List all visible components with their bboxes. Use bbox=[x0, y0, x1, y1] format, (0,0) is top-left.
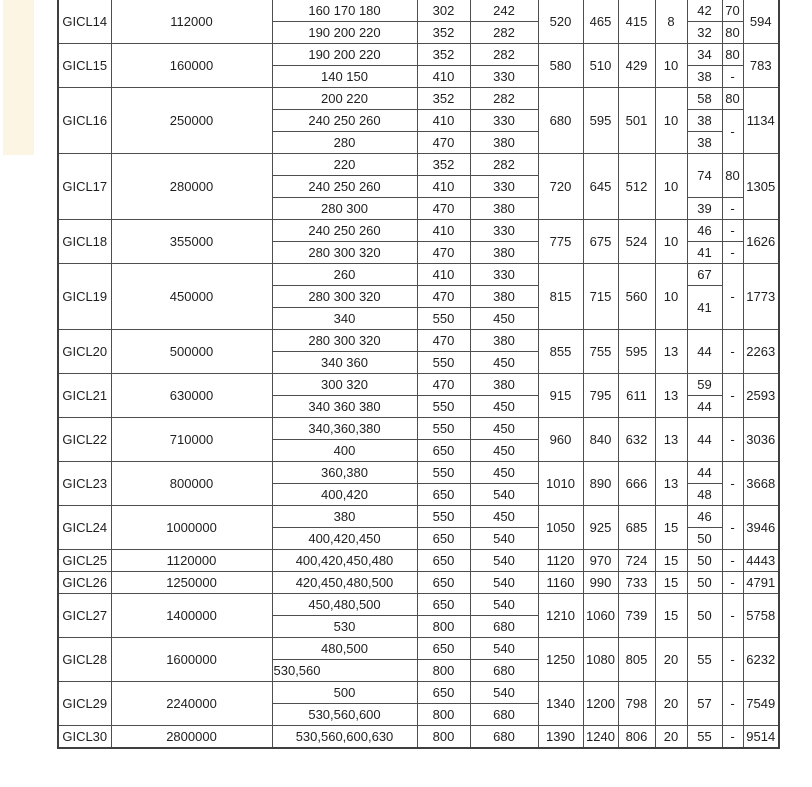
cell-weight: 3668 bbox=[743, 462, 779, 506]
cell-L1: 330 bbox=[470, 176, 538, 198]
cell-L: 550 bbox=[417, 418, 470, 440]
cell-L: 550 bbox=[417, 462, 470, 484]
cell-model: GICL30 bbox=[58, 726, 111, 749]
cell-L1: 330 bbox=[470, 110, 538, 132]
cell-D: 855 bbox=[538, 330, 583, 374]
cell-e2: - bbox=[722, 418, 743, 462]
cell-model: GICL16 bbox=[58, 88, 111, 154]
cell-D: 720 bbox=[538, 154, 583, 220]
cell-L: 650 bbox=[417, 440, 470, 462]
cell-L: 470 bbox=[417, 374, 470, 396]
cell-L: 800 bbox=[417, 616, 470, 638]
cell-D: 815 bbox=[538, 264, 583, 330]
cell-D1: 715 bbox=[583, 264, 618, 330]
cell-C: 20 bbox=[655, 682, 687, 726]
cell-weight: 7549 bbox=[743, 682, 779, 726]
cell-C: 15 bbox=[655, 506, 687, 550]
cell-model: GICL23 bbox=[58, 462, 111, 506]
cell-weight: 3036 bbox=[743, 418, 779, 462]
cell-e1: 38 bbox=[687, 66, 722, 88]
cell-L: 410 bbox=[417, 110, 470, 132]
cell-L1: 540 bbox=[470, 484, 538, 506]
cell-e2: - bbox=[722, 506, 743, 550]
cell-weight: 5758 bbox=[743, 594, 779, 638]
cell-e1: 44 bbox=[687, 418, 722, 462]
cell-e2: - bbox=[722, 594, 743, 638]
cell-e1: 34 bbox=[687, 44, 722, 66]
cell-e2: - bbox=[722, 242, 743, 264]
cell-L: 470 bbox=[417, 330, 470, 352]
cell-L: 410 bbox=[417, 264, 470, 286]
cell-D: 1160 bbox=[538, 572, 583, 594]
cell-weight: 1626 bbox=[743, 220, 779, 264]
cell-e1: 48 bbox=[687, 484, 722, 506]
cell-L1: 330 bbox=[470, 220, 538, 242]
cell-C: 10 bbox=[655, 44, 687, 88]
cell-L1: 330 bbox=[470, 66, 538, 88]
cell-e1: 67 bbox=[687, 264, 722, 286]
cell-L1: 282 bbox=[470, 154, 538, 176]
cell-torque: 1120000 bbox=[111, 550, 272, 572]
cell-shaft-diameters: 280 300 320 bbox=[272, 242, 417, 264]
cell-torque: 2800000 bbox=[111, 726, 272, 749]
cell-e1: 32 bbox=[687, 22, 722, 44]
cell-shaft-diameters: 380 bbox=[272, 506, 417, 528]
cell-weight: 9514 bbox=[743, 726, 779, 749]
cell-e2: - bbox=[722, 374, 743, 418]
cell-L1: 540 bbox=[470, 594, 538, 616]
cell-weight: 4443 bbox=[743, 550, 779, 572]
cell-L: 650 bbox=[417, 550, 470, 572]
cell-model: GICL21 bbox=[58, 374, 111, 418]
cell-torque: 160000 bbox=[111, 44, 272, 88]
cell-D2: 733 bbox=[618, 572, 655, 594]
cell-shaft-diameters: 300 320 bbox=[272, 374, 417, 396]
cell-weight: 1773 bbox=[743, 264, 779, 330]
table-row bbox=[58, 638, 779, 660]
cell-C: 20 bbox=[655, 638, 687, 682]
cell-model: GICL27 bbox=[58, 594, 111, 638]
cell-L1: 540 bbox=[470, 638, 538, 660]
cell-e1: 50 bbox=[687, 550, 722, 572]
cell-L1: 242 bbox=[470, 0, 538, 22]
cell-D2: 666 bbox=[618, 462, 655, 506]
cell-model: GICL24 bbox=[58, 506, 111, 550]
cell-shaft-diameters: 240 250 260 bbox=[272, 110, 417, 132]
cell-C: 10 bbox=[655, 264, 687, 330]
cell-D: 775 bbox=[538, 220, 583, 264]
cell-e1: 41 bbox=[687, 286, 722, 330]
cell-L1: 540 bbox=[470, 572, 538, 594]
cell-L: 352 bbox=[417, 88, 470, 110]
cell-C: 10 bbox=[655, 88, 687, 154]
cell-L: 800 bbox=[417, 704, 470, 726]
cell-e1: 44 bbox=[687, 330, 722, 374]
cell-e2: - bbox=[722, 66, 743, 88]
cell-torque: 450000 bbox=[111, 264, 272, 330]
cell-torque: 355000 bbox=[111, 220, 272, 264]
cell-L: 800 bbox=[417, 660, 470, 682]
cell-L1: 450 bbox=[470, 308, 538, 330]
cell-D2: 805 bbox=[618, 638, 655, 682]
cell-shaft-diameters: 400,420,450 bbox=[272, 528, 417, 550]
cell-shaft-diameters: 530,560,600,630 bbox=[272, 726, 417, 749]
cell-D: 1010 bbox=[538, 462, 583, 506]
cell-shaft-diameters: 530,560,600 bbox=[272, 704, 417, 726]
cell-L: 650 bbox=[417, 594, 470, 616]
cell-e2: - bbox=[722, 550, 743, 572]
cell-weight: 1305 bbox=[743, 154, 779, 220]
cell-e2: - bbox=[722, 726, 743, 749]
cell-shaft-diameters: 190 200 220 bbox=[272, 44, 417, 66]
cell-model: GICL18 bbox=[58, 220, 111, 264]
cell-L1: 450 bbox=[470, 462, 538, 484]
cell-D2: 632 bbox=[618, 418, 655, 462]
cell-D1: 1200 bbox=[583, 682, 618, 726]
cell-D1: 465 bbox=[583, 0, 618, 44]
cell-e1: 41 bbox=[687, 242, 722, 264]
cell-L: 650 bbox=[417, 682, 470, 704]
cell-torque: 710000 bbox=[111, 418, 272, 462]
cell-D1: 675 bbox=[583, 220, 618, 264]
cell-shaft-diameters: 400 bbox=[272, 440, 417, 462]
cell-model: GICL26 bbox=[58, 572, 111, 594]
cell-D: 915 bbox=[538, 374, 583, 418]
cell-L1: 540 bbox=[470, 528, 538, 550]
cell-shaft-diameters: 260 bbox=[272, 264, 417, 286]
cell-e1: 46 bbox=[687, 506, 722, 528]
cell-D1: 795 bbox=[583, 374, 618, 418]
cell-D1: 510 bbox=[583, 44, 618, 88]
cell-torque: 800000 bbox=[111, 462, 272, 506]
cell-shaft-diameters: 420,450,480,500 bbox=[272, 572, 417, 594]
table-row bbox=[58, 572, 779, 594]
left-accent-strip bbox=[3, 0, 34, 155]
cell-e2: - bbox=[722, 462, 743, 506]
cell-weight: 6232 bbox=[743, 638, 779, 682]
cell-C: 8 bbox=[655, 0, 687, 44]
cell-shaft-diameters: 140 150 bbox=[272, 66, 417, 88]
cell-D2: 560 bbox=[618, 264, 655, 330]
cell-D1: 990 bbox=[583, 572, 618, 594]
cell-shaft-diameters: 280 300 320 bbox=[272, 330, 417, 352]
cell-e2: 80 bbox=[722, 44, 743, 66]
cell-L: 470 bbox=[417, 286, 470, 308]
cell-D2: 415 bbox=[618, 0, 655, 44]
cell-e1: 55 bbox=[687, 726, 722, 749]
cell-e2: - bbox=[722, 220, 743, 242]
cell-C: 13 bbox=[655, 374, 687, 418]
cell-L: 470 bbox=[417, 242, 470, 264]
table-row bbox=[58, 506, 779, 528]
cell-model: GICL25 bbox=[58, 550, 111, 572]
cell-shaft-diameters: 340 360 380 bbox=[272, 396, 417, 418]
cell-torque: 1400000 bbox=[111, 594, 272, 638]
cell-weight: 783 bbox=[743, 44, 779, 88]
cell-weight: 2593 bbox=[743, 374, 779, 418]
cell-L1: 450 bbox=[470, 506, 538, 528]
table-row bbox=[58, 0, 779, 22]
table-row bbox=[58, 594, 779, 616]
cell-L1: 380 bbox=[470, 132, 538, 154]
table-row bbox=[58, 374, 779, 396]
cell-D2: 595 bbox=[618, 330, 655, 374]
table-row bbox=[58, 88, 779, 110]
cell-weight: 2263 bbox=[743, 330, 779, 374]
cell-e1: 74 bbox=[687, 154, 722, 198]
cell-e1: 57 bbox=[687, 682, 722, 726]
cell-D2: 501 bbox=[618, 88, 655, 154]
cell-D: 1120 bbox=[538, 550, 583, 572]
cell-D1: 1080 bbox=[583, 638, 618, 682]
cell-e2: - bbox=[722, 264, 743, 330]
cell-torque: 1600000 bbox=[111, 638, 272, 682]
cell-D1: 970 bbox=[583, 550, 618, 572]
cell-L1: 680 bbox=[470, 660, 538, 682]
cell-L: 302 bbox=[417, 0, 470, 22]
cell-C: 13 bbox=[655, 462, 687, 506]
cell-C: 13 bbox=[655, 330, 687, 374]
cell-D1: 840 bbox=[583, 418, 618, 462]
cell-L1: 540 bbox=[470, 550, 538, 572]
cell-weight: 3946 bbox=[743, 506, 779, 550]
cell-e2: - bbox=[722, 638, 743, 682]
cell-weight: 594 bbox=[743, 0, 779, 44]
cell-shaft-diameters: 400,420 bbox=[272, 484, 417, 506]
cell-L: 352 bbox=[417, 22, 470, 44]
cell-shaft-diameters: 240 250 260 bbox=[272, 220, 417, 242]
cell-e1: 59 bbox=[687, 374, 722, 396]
cell-L: 550 bbox=[417, 352, 470, 374]
cell-L: 550 bbox=[417, 396, 470, 418]
cell-D2: 798 bbox=[618, 682, 655, 726]
cell-shaft-diameters: 530,560 bbox=[272, 660, 417, 682]
cell-L1: 450 bbox=[470, 440, 538, 462]
cell-e1: 55 bbox=[687, 638, 722, 682]
cell-e1: 46 bbox=[687, 220, 722, 242]
cell-D: 1050 bbox=[538, 506, 583, 550]
table-row bbox=[58, 418, 779, 440]
cell-L1: 680 bbox=[470, 616, 538, 638]
cell-L1: 450 bbox=[470, 396, 538, 418]
cell-model: GICL22 bbox=[58, 418, 111, 462]
cell-D2: 739 bbox=[618, 594, 655, 638]
cell-shaft-diameters: 280 bbox=[272, 132, 417, 154]
cell-e2: 70 bbox=[722, 0, 743, 22]
cell-D2: 806 bbox=[618, 726, 655, 749]
cell-torque: 630000 bbox=[111, 374, 272, 418]
cell-D1: 925 bbox=[583, 506, 618, 550]
cell-D2: 685 bbox=[618, 506, 655, 550]
cell-shaft-diameters: 450,480,500 bbox=[272, 594, 417, 616]
cell-torque: 112000 bbox=[111, 0, 272, 44]
cell-D: 580 bbox=[538, 44, 583, 88]
cell-shaft-diameters: 190 200 220 bbox=[272, 22, 417, 44]
cell-D: 680 bbox=[538, 88, 583, 154]
cell-D2: 512 bbox=[618, 154, 655, 220]
cell-C: 20 bbox=[655, 726, 687, 749]
cell-e2: - bbox=[722, 198, 743, 220]
cell-shaft-diameters: 480,500 bbox=[272, 638, 417, 660]
cell-e1: 38 bbox=[687, 132, 722, 154]
cell-D1: 595 bbox=[583, 88, 618, 154]
cell-torque: 1250000 bbox=[111, 572, 272, 594]
cell-C: 15 bbox=[655, 594, 687, 638]
cell-L: 650 bbox=[417, 572, 470, 594]
cell-weight: 1134 bbox=[743, 88, 779, 154]
table-row bbox=[58, 220, 779, 242]
cell-D: 520 bbox=[538, 0, 583, 44]
cell-C: 15 bbox=[655, 572, 687, 594]
cell-L: 470 bbox=[417, 198, 470, 220]
cell-model: GICL15 bbox=[58, 44, 111, 88]
cell-L1: 680 bbox=[470, 704, 538, 726]
cell-model: GICL14 bbox=[58, 0, 111, 44]
cell-e1: 44 bbox=[687, 462, 722, 484]
table-row bbox=[58, 462, 779, 484]
cell-e2: 80 bbox=[722, 22, 743, 44]
cell-D: 1210 bbox=[538, 594, 583, 638]
cell-e2: - bbox=[722, 330, 743, 374]
cell-e1: 50 bbox=[687, 572, 722, 594]
cell-D: 1390 bbox=[538, 726, 583, 749]
cell-shaft-diameters: 280 300 320 bbox=[272, 286, 417, 308]
cell-shaft-diameters: 500 bbox=[272, 682, 417, 704]
cell-L1: 380 bbox=[470, 286, 538, 308]
cell-D: 1250 bbox=[538, 638, 583, 682]
cell-D2: 611 bbox=[618, 374, 655, 418]
cell-D1: 890 bbox=[583, 462, 618, 506]
cell-e1: 38 bbox=[687, 110, 722, 132]
cell-D2: 429 bbox=[618, 44, 655, 88]
cell-D1: 1060 bbox=[583, 594, 618, 638]
cell-D: 1340 bbox=[538, 682, 583, 726]
cell-weight: 4791 bbox=[743, 572, 779, 594]
cell-L1: 540 bbox=[470, 682, 538, 704]
cell-e1: 50 bbox=[687, 594, 722, 638]
cell-e1: 58 bbox=[687, 88, 722, 110]
cell-C: 15 bbox=[655, 550, 687, 572]
cell-L: 352 bbox=[417, 154, 470, 176]
cell-D1: 645 bbox=[583, 154, 618, 220]
cell-e2: 80 bbox=[722, 154, 743, 198]
cell-L1: 330 bbox=[470, 264, 538, 286]
cell-shaft-diameters: 340,360,380 bbox=[272, 418, 417, 440]
cell-e1: 39 bbox=[687, 198, 722, 220]
cell-torque: 2240000 bbox=[111, 682, 272, 726]
cell-model: GICL19 bbox=[58, 264, 111, 330]
cell-L1: 680 bbox=[470, 726, 538, 749]
table-row bbox=[58, 682, 779, 704]
cell-L: 800 bbox=[417, 726, 470, 749]
table-row bbox=[58, 264, 779, 286]
cell-shaft-diameters: 200 220 bbox=[272, 88, 417, 110]
cell-e2: - bbox=[722, 572, 743, 594]
coupling-spec-table-container bbox=[57, 0, 780, 749]
cell-model: GICL20 bbox=[58, 330, 111, 374]
cell-L1: 380 bbox=[470, 330, 538, 352]
cell-D1: 1240 bbox=[583, 726, 618, 749]
table-row bbox=[58, 726, 779, 749]
cell-shaft-diameters: 340 360 bbox=[272, 352, 417, 374]
cell-shaft-diameters: 220 bbox=[272, 154, 417, 176]
cell-D1: 755 bbox=[583, 330, 618, 374]
cell-e2: - bbox=[722, 110, 743, 154]
table-row bbox=[58, 550, 779, 572]
cell-D: 960 bbox=[538, 418, 583, 462]
cell-L: 650 bbox=[417, 638, 470, 660]
cell-L: 410 bbox=[417, 66, 470, 88]
cell-L: 410 bbox=[417, 220, 470, 242]
cell-L1: 450 bbox=[470, 352, 538, 374]
cell-D2: 524 bbox=[618, 220, 655, 264]
cell-shaft-diameters: 340 bbox=[272, 308, 417, 330]
cell-C: 10 bbox=[655, 154, 687, 220]
cell-D2: 724 bbox=[618, 550, 655, 572]
cell-L: 550 bbox=[417, 506, 470, 528]
cell-shaft-diameters: 240 250 260 bbox=[272, 176, 417, 198]
cell-L1: 282 bbox=[470, 44, 538, 66]
coupling-spec-table bbox=[57, 0, 780, 749]
cell-shaft-diameters: 160 170 180 bbox=[272, 0, 417, 22]
cell-torque: 500000 bbox=[111, 330, 272, 374]
cell-L1: 380 bbox=[470, 374, 538, 396]
cell-C: 13 bbox=[655, 418, 687, 462]
cell-L1: 282 bbox=[470, 88, 538, 110]
cell-torque: 250000 bbox=[111, 88, 272, 154]
cell-shaft-diameters: 530 bbox=[272, 616, 417, 638]
cell-torque: 280000 bbox=[111, 154, 272, 220]
cell-shaft-diameters: 360,380 bbox=[272, 462, 417, 484]
cell-L: 650 bbox=[417, 484, 470, 506]
cell-L: 550 bbox=[417, 308, 470, 330]
cell-model: GICL28 bbox=[58, 638, 111, 682]
cell-e1: 50 bbox=[687, 528, 722, 550]
cell-torque: 1000000 bbox=[111, 506, 272, 550]
cell-model: GICL29 bbox=[58, 682, 111, 726]
cell-shaft-diameters: 280 300 bbox=[272, 198, 417, 220]
cell-L: 470 bbox=[417, 132, 470, 154]
cell-C: 10 bbox=[655, 220, 687, 264]
cell-model: GICL17 bbox=[58, 154, 111, 220]
cell-e2: 80 bbox=[722, 88, 743, 110]
table-row bbox=[58, 154, 779, 176]
spec-table-body bbox=[58, 0, 779, 748]
cell-e1: 42 bbox=[687, 0, 722, 22]
cell-L1: 282 bbox=[470, 22, 538, 44]
cell-L1: 380 bbox=[470, 198, 538, 220]
cell-L: 410 bbox=[417, 176, 470, 198]
cell-L: 352 bbox=[417, 44, 470, 66]
table-row bbox=[58, 44, 779, 66]
cell-e1: 44 bbox=[687, 396, 722, 418]
cell-L1: 450 bbox=[470, 418, 538, 440]
cell-L1: 380 bbox=[470, 242, 538, 264]
cell-shaft-diameters: 400,420,450,480 bbox=[272, 550, 417, 572]
table-row bbox=[58, 330, 779, 352]
cell-L: 650 bbox=[417, 528, 470, 550]
cell-e2: - bbox=[722, 682, 743, 726]
